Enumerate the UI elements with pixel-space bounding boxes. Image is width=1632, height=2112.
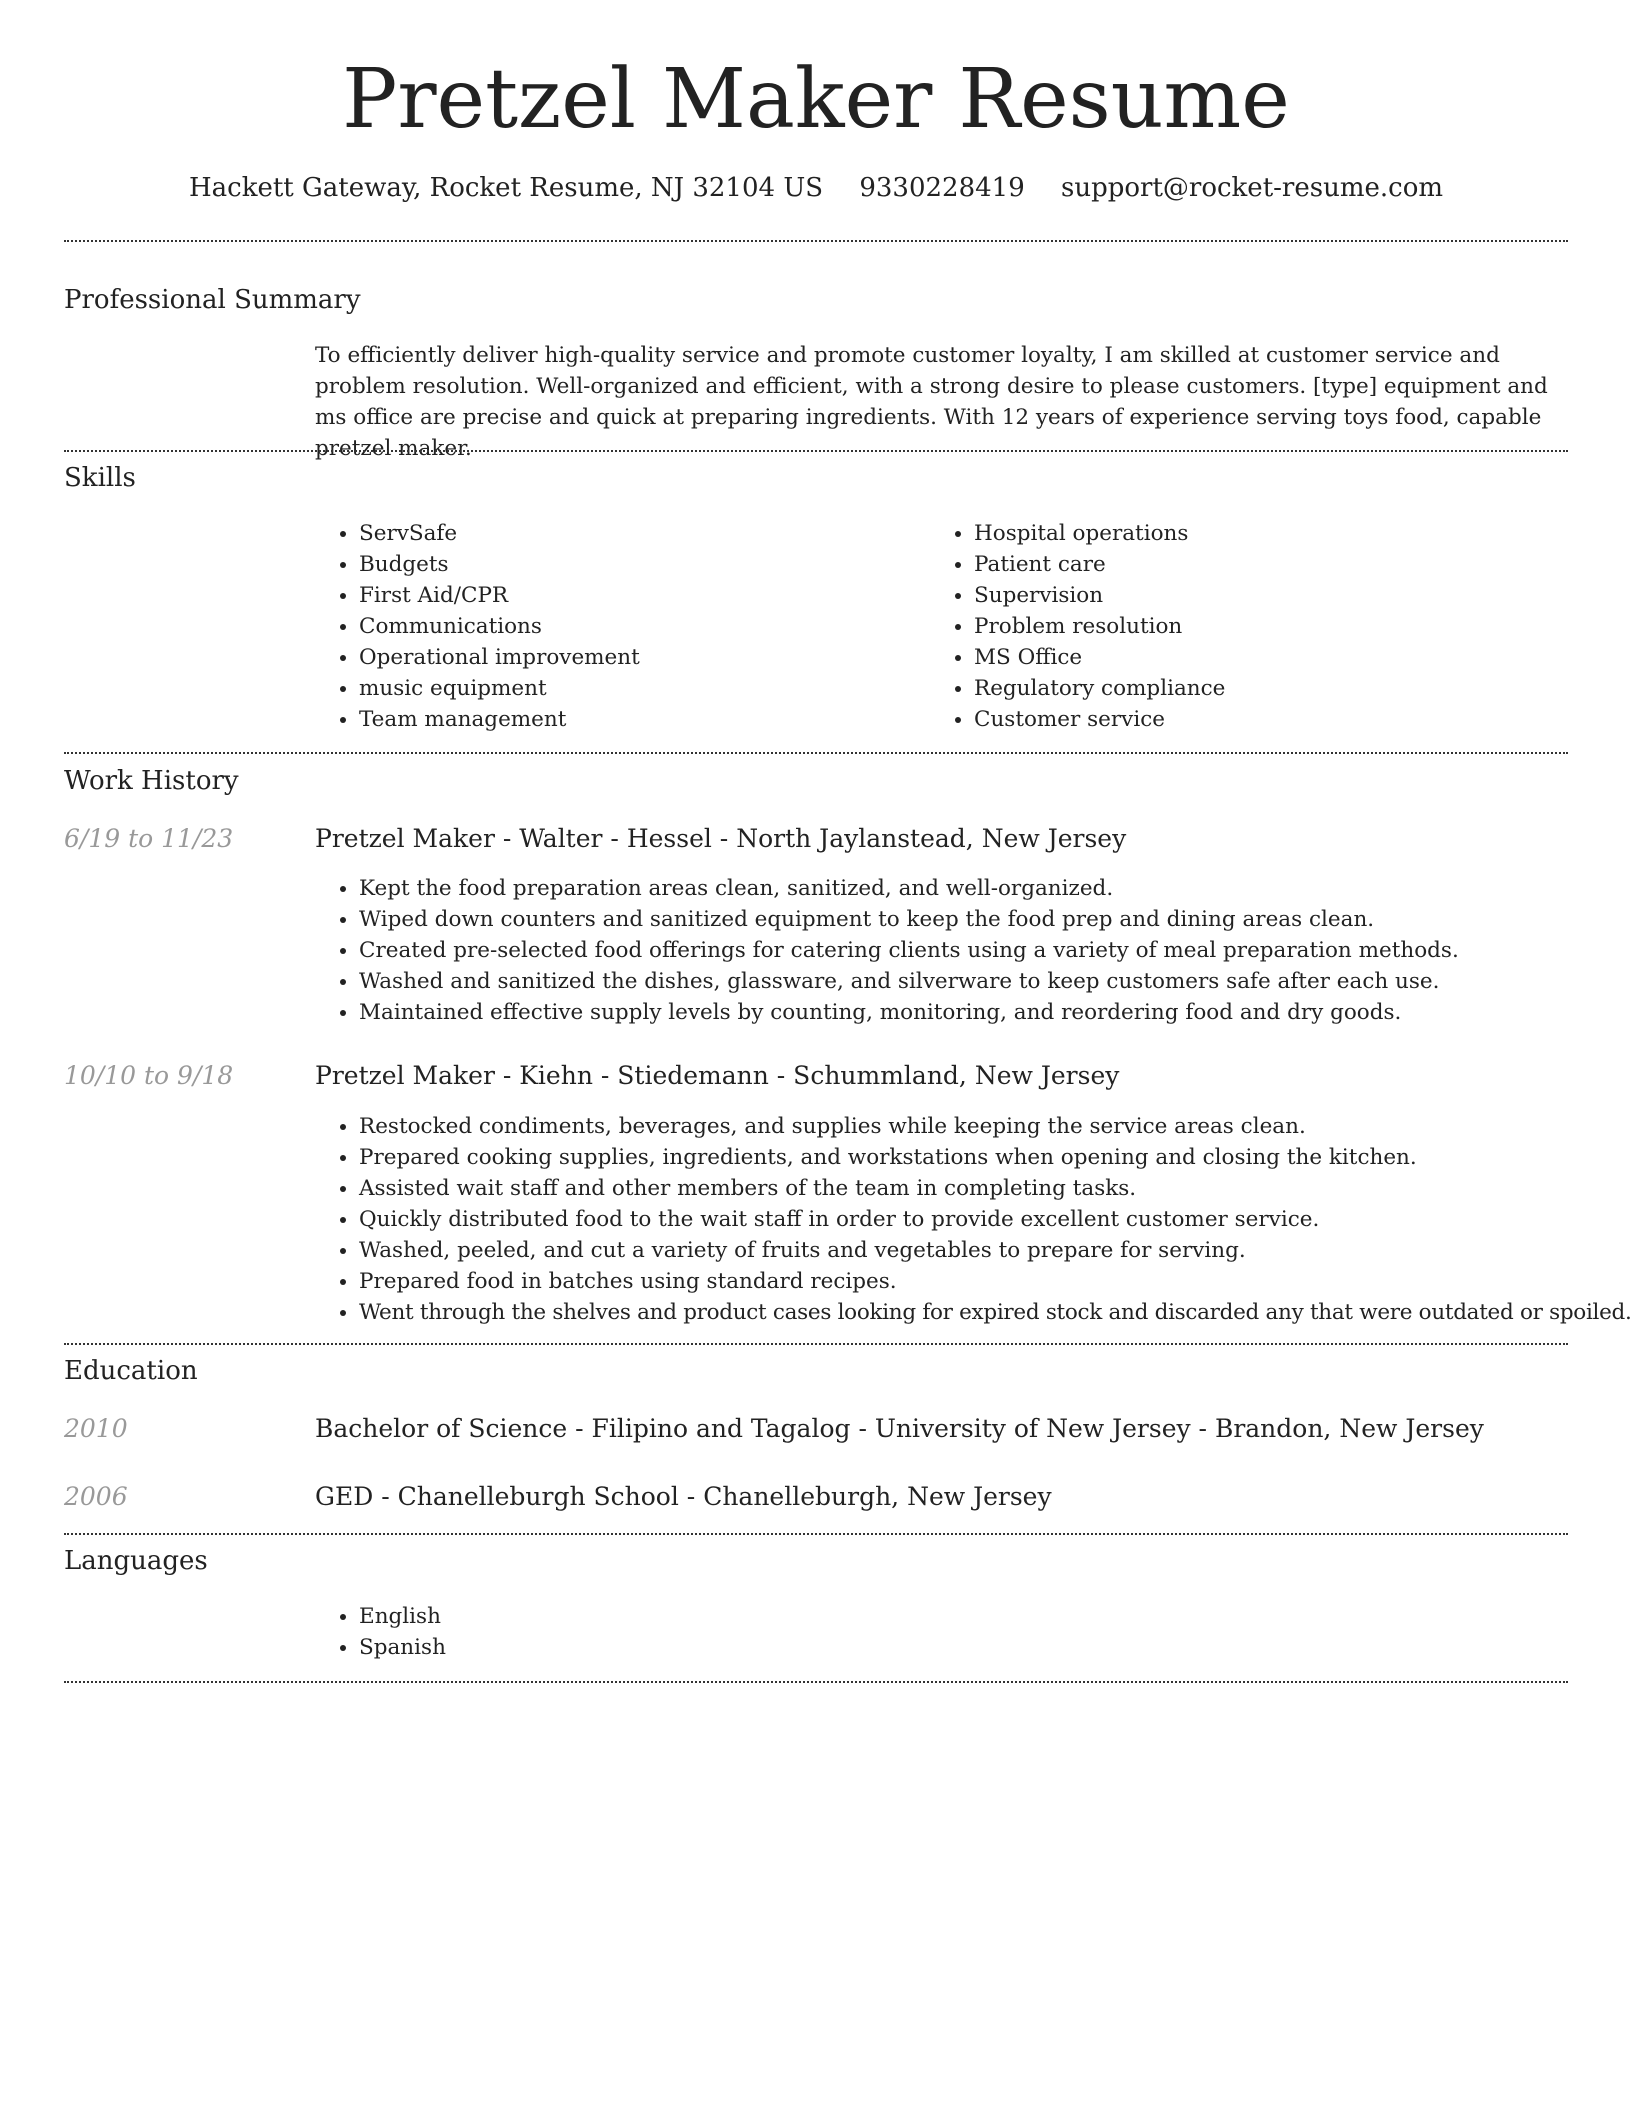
section-heading-skills: Skills (64, 463, 136, 493)
contact-info (0, 170, 1632, 206)
job-bullet: • Quickly distributed food to the wait staff in order to provide excellent customer service. (359, 1204, 1632, 1235)
skill-item: • Hospital operations (974, 518, 1534, 549)
job-bullet: • Went through the shelves and product cases looking for expired stock and discarded any that were outdated or spoiled. (359, 1297, 1632, 1328)
job-bullet: • Assisted wait staff and other members of the team in completing tasks. (359, 1173, 1632, 1204)
languages-list (315, 1601, 959, 1663)
education-entry: Bachelor of Science - Filipino and Tagalog - University of New Jersey - Brandon, New Jersey (315, 1414, 1484, 1443)
skill-item: • Team management (359, 704, 919, 735)
skill-item: • Patient care (974, 549, 1534, 580)
skill-item: • Supervision (974, 580, 1534, 611)
skill-item: • Communications (359, 611, 919, 642)
summary-text: To efficiently deliver high-quality service and promote customer loyalty, I am skilled at customer service and problem resolution. Well-organized and efficient, with a strong desire to please customers. [type] equipment and ms office are precise and quick at preparing ingredients. With 12 years of experience serving toys food, capable pretzel maker. (315, 343, 1548, 461)
skill-item: • Budgets (359, 549, 919, 580)
job-bullet: • Restocked condiments, beverages, and supplies while keeping the service areas clean. (359, 1111, 1632, 1142)
job-bullet: • Maintained effective supply levels by counting, monitoring, and reordering food and dry goods. (359, 997, 1609, 1028)
skills-list-right (930, 518, 1534, 735)
contact-address: Hackett Gateway, Rocket Resume, NJ 32104 US (188, 173, 824, 203)
section-heading-languages: Languages (64, 1546, 208, 1576)
contact-phone: 9330228419 (859, 173, 1025, 203)
job-dates: 6/19 to 11/23 (64, 824, 234, 853)
job-dates: 10/10 to 9/18 (64, 1061, 234, 1090)
education-year: 2006 (64, 1482, 128, 1511)
skill-item: • Operational improvement (359, 642, 919, 673)
job-bullets (315, 1111, 1632, 1328)
contact-email: support@rocket-resume.com (1061, 173, 1444, 203)
divider (64, 1343, 1568, 1345)
education-entry: GED - Chanelleburgh School - Chanelleburgh, New Jersey (315, 1482, 1052, 1511)
section-heading-summary: Professional Summary (64, 285, 361, 315)
skill-item: • Regulatory compliance (974, 673, 1534, 704)
job-bullet: • Washed, peeled, and cut a variety of fruits and vegetables to prepare for serving. (359, 1235, 1632, 1266)
job-title: Pretzel Maker - Kiehn - Stiedemann - Schummland, New Jersey (315, 1061, 1120, 1090)
skill-item: • Customer service (974, 704, 1534, 735)
education-year: 2010 (64, 1414, 128, 1443)
skills-list-left (315, 518, 919, 735)
job-bullet: • Created pre-selected food offerings for catering clients using a variety of meal preparation methods. (359, 935, 1609, 966)
job-title: Pretzel Maker - Walter - Hessel - North Jaylanstead, New Jersey (315, 824, 1127, 853)
job-bullet: • Wiped down counters and sanitized equipment to keep the food prep and dining areas clean. (359, 904, 1609, 935)
skill-item: • First Aid/CPR (359, 580, 919, 611)
divider (64, 240, 1568, 242)
divider (64, 752, 1568, 754)
job-bullets (315, 873, 1609, 1028)
job-bullet: • Prepared cooking supplies, ingredients, and workstations when opening and closing the kitchen. (359, 1142, 1632, 1173)
divider (64, 1533, 1568, 1535)
skill-item: • Problem resolution (974, 611, 1534, 642)
job-bullet: • Kept the food preparation areas clean, sanitized, and well-organized. (359, 873, 1609, 904)
job-bullet: • Washed and sanitized the dishes, glassware, and silverware to keep customers safe after each use. (359, 966, 1609, 997)
skill-item: • MS Office (974, 642, 1534, 673)
skill-item: • music equipment (359, 673, 919, 704)
divider (64, 1681, 1568, 1683)
section-heading-education: Education (64, 1356, 198, 1386)
resume-title: Pretzel Maker Resume (342, 52, 1290, 147)
divider (64, 450, 1568, 452)
language-item: • Spanish (359, 1632, 959, 1663)
skill-item: • ServSafe (359, 518, 919, 549)
language-item: • English (359, 1601, 959, 1632)
section-heading-work: Work History (64, 766, 239, 796)
job-bullet: • Prepared food in batches using standard recipes. (359, 1266, 1632, 1297)
